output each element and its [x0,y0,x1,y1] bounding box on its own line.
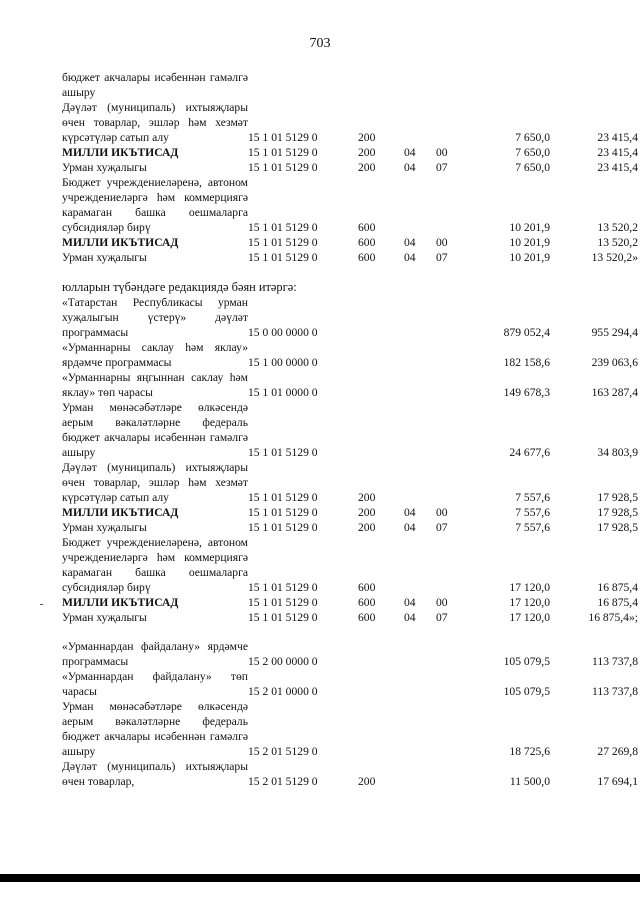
row-amount-2024: 113 737,8 [592,655,638,668]
row-subsection: 07 [436,611,448,624]
row-subsection: 07 [436,251,448,264]
row-section: 04 [404,611,416,624]
table-row [62,250,638,265]
row-name: бюджет акчалары исәбеннән гамәлгә ашыру [62,71,248,99]
row-amount-2024: 27 269,8 [597,745,638,758]
row-expense-type: 600 [358,596,376,609]
scan-bottom-edge [0,874,640,882]
row-subsection: 00 [436,146,448,159]
row-target-code: 15 1 01 5129 0 [248,521,318,534]
row-amount-2024: 163 287,4 [591,386,638,399]
row-amount-2024: 17 694,1 [597,775,638,788]
row-amount-2023: 149 678,3 [503,386,550,399]
row-amount-2023: 7 557,6 [515,506,550,519]
row-amount-2023: 11 500,0 [509,775,550,788]
table-row [62,70,616,100]
row-section: 04 [404,161,416,174]
row-expense-type: 600 [358,236,376,249]
row-amount-2023: 10 201,9 [509,236,550,249]
table-row [62,460,638,505]
table-row [62,295,638,340]
row-target-code: 15 1 01 5129 0 [248,506,318,519]
row-name: «Урманнарны саклау һәм яклау» ярдәмче программасы [62,341,248,369]
row-amount-2024: 13 520,2» [591,251,638,264]
row-amount-2023: 7 650,0 [515,161,550,174]
row-amount-2024: 239 063,6 [591,356,638,369]
row-name: Урман хуҗалыгы [62,521,147,534]
row-expense-type: 200 [358,521,376,534]
row-expense-type: 200 [358,491,376,504]
row-amount-2024: 17 928,5 [597,506,638,519]
row-name: Урман хуҗалыгы [62,251,147,264]
table-row [62,595,638,610]
row-target-code: 15 1 01 5129 0 [248,491,318,504]
row-name: «Урманнардан файдалану» төп чарасы [62,670,248,698]
row-amount-2023: 17 120,0 [509,581,550,594]
row-amount-2023: 7 557,6 [515,521,550,534]
row-expense-type: 600 [358,611,376,624]
row-amount-2023: 7 650,0 [515,146,550,159]
row-name: «Урманнарны яңгыннан саклау һәм яклау» төп чарасы [62,371,248,399]
row-target-code: 15 1 01 5129 0 [248,446,318,459]
row-target-code: 15 1 00 0000 0 [248,356,318,369]
row-amount-2023: 182 158,6 [503,356,550,369]
row-amount-2024: 955 294,4 [591,326,638,339]
row-expense-type: 200 [358,775,376,788]
intro-sentence: юлларын түбәндәге редакциядә бәян итәргә: [62,280,297,294]
row-amount-2023: 879 052,4 [503,326,550,339]
row-amount-2024: 113 737,8 [592,685,638,698]
table-row [62,535,638,595]
row-target-code: 15 1 01 5129 0 [248,236,318,249]
row-amount-2024: 13 520,2 [597,236,638,249]
row-amount-2024: 17 928,5 [597,521,638,534]
row-target-code: 15 1 01 5129 0 [248,251,318,264]
row-amount-2023: 17 120,0 [509,611,550,624]
row-target-code: 15 2 00 0000 0 [248,655,318,668]
row-expense-type: 200 [358,161,376,174]
row-amount-2023: 18 725,6 [509,745,550,758]
row-section: 04 [404,596,416,609]
row-expense-type: 600 [358,581,376,594]
row-amount-2024: 16 875,4 [597,596,638,609]
row-name: Дәүләт (муниципаль) ихтыяҗлары өчен товарлар, эшләр һәм хезмәт күрсәтүләр сатып алу [62,461,248,504]
row-target-code: 15 1 01 5129 0 [248,161,318,174]
table-row [62,610,638,625]
row-name: Бюджет учреждениеләренә, автоном учреждениеләргә һәм коммерциягә карамаган башка оешмаларга субсидияләр бирү [62,536,248,594]
row-target-code: 15 1 01 5129 0 [248,146,318,159]
row-section: 04 [404,236,416,249]
row-name: Урман мөнәсәбәтләре өлкәсендә аерым вәкаләтләрне федераль бюджет акчалары исәбеннән гамәлгә ашыру [62,700,248,758]
row-subsection: 00 [436,506,448,519]
table-row [62,400,638,460]
table-row [62,639,638,669]
table-row [62,520,638,535]
row-target-code: 15 1 01 5129 0 [248,221,318,234]
row-subsection: 00 [436,236,448,249]
row-expense-type: 200 [358,506,376,519]
row-amount-2023: 17 120,0 [509,596,550,609]
row-target-code: 15 1 01 5129 0 [248,611,318,624]
table-row [62,759,638,789]
row-name: «Татарстан Республикасы урман хуҗалыгын үстерү» дәүләт программасы [62,296,248,339]
row-target-code: 15 1 01 5129 0 [248,581,318,594]
row-amount-2024: 34 803,9 [597,446,638,459]
row-amount-2023: 10 201,9 [509,221,550,234]
row-amount-2023: 10 201,9 [509,251,550,264]
row-amount-2023: 24 677,6 [509,446,550,459]
table-row [62,370,638,400]
row-target-code: 15 2 01 5129 0 [248,775,318,788]
table-row [62,145,638,160]
row-name: Дәүләт (муниципаль) ихтыяҗлары өчен товарлар, [62,760,248,788]
row-name: МИЛЛИ ИКЪТИСАД [62,506,179,519]
row-amount-2024: 16 875,4»; [588,611,638,624]
row-expense-type: 200 [358,146,376,159]
row-name: МИЛЛИ ИКЪТИСАД [62,146,179,159]
row-target-code: 15 2 01 0000 0 [248,685,318,698]
row-amount-2023: 7 650,0 [515,131,550,144]
row-amount-2023: 105 079,5 [503,685,550,698]
row-name: Дәүләт (муниципаль) ихтыяҗлары өчен товарлар, эшләр һәм хезмәт күрсәтүләр сатып алу [62,101,248,144]
row-subsection: 07 [436,161,448,174]
row-name: Бюджет учреждениеләренә, автоном учреждениеләргә һәм коммерциягә карамаган башка оешмаларга субсидияләр бирү [62,176,248,234]
margin-mark [40,604,43,605]
row-target-code: 15 1 01 0000 0 [248,386,318,399]
row-amount-2024: 23 415,4 [597,161,638,174]
row-name: Урман хуҗалыгы [62,161,147,174]
row-amount-2024: 17 928,5 [597,491,638,504]
row-expense-type: 600 [358,251,376,264]
row-name: МИЛЛИ ИКЪТИСАД [62,596,179,609]
table-block-subprogram-15-2 [62,639,638,789]
row-name: МИЛЛИ ИКЪТИСАД [62,236,179,249]
row-amount-2024: 13 520,2 [597,221,638,234]
row-section: 04 [404,146,416,159]
budget-table [62,70,638,789]
row-amount-2024: 23 415,4 [597,131,638,144]
table-row [62,160,638,175]
table-row [62,669,638,699]
table-row [62,175,638,235]
row-amount-2023: 7 557,6 [515,491,550,504]
row-expense-type: 200 [358,131,376,144]
table-row [62,699,638,759]
row-target-code: 15 0 00 0000 0 [248,326,318,339]
row-amount-2023: 105 079,5 [503,655,550,668]
table-row [62,505,638,520]
row-expense-type: 600 [358,221,376,234]
table-block-continuation [62,70,638,265]
table-row [62,100,638,145]
row-target-code: 15 1 01 5129 0 [248,131,318,144]
row-subsection: 07 [436,521,448,534]
row-section: 04 [404,506,416,519]
row-subsection: 00 [436,596,448,609]
row-amount-2024: 16 875,4 [597,581,638,594]
row-name: Урман хуҗалыгы [62,611,147,624]
row-name: Урман мөнәсәбәтләре өлкәсендә аерым вәкаләтләрне федераль бюджет акчалары исәбеннән гамәлгә ашыру [62,401,248,459]
row-target-code: 15 1 01 5129 0 [248,596,318,609]
table-block-program-15 [62,295,638,625]
page-number: 703 [309,36,331,51]
row-target-code: 15 2 01 5129 0 [248,745,318,758]
row-amount-2024: 23 415,4 [597,146,638,159]
row-section: 04 [404,251,416,264]
row-name: «Урманнардан файдалану» ярдәмче программасы [62,640,248,668]
table-row [62,340,638,370]
row-section: 04 [404,521,416,534]
table-row [62,235,638,250]
